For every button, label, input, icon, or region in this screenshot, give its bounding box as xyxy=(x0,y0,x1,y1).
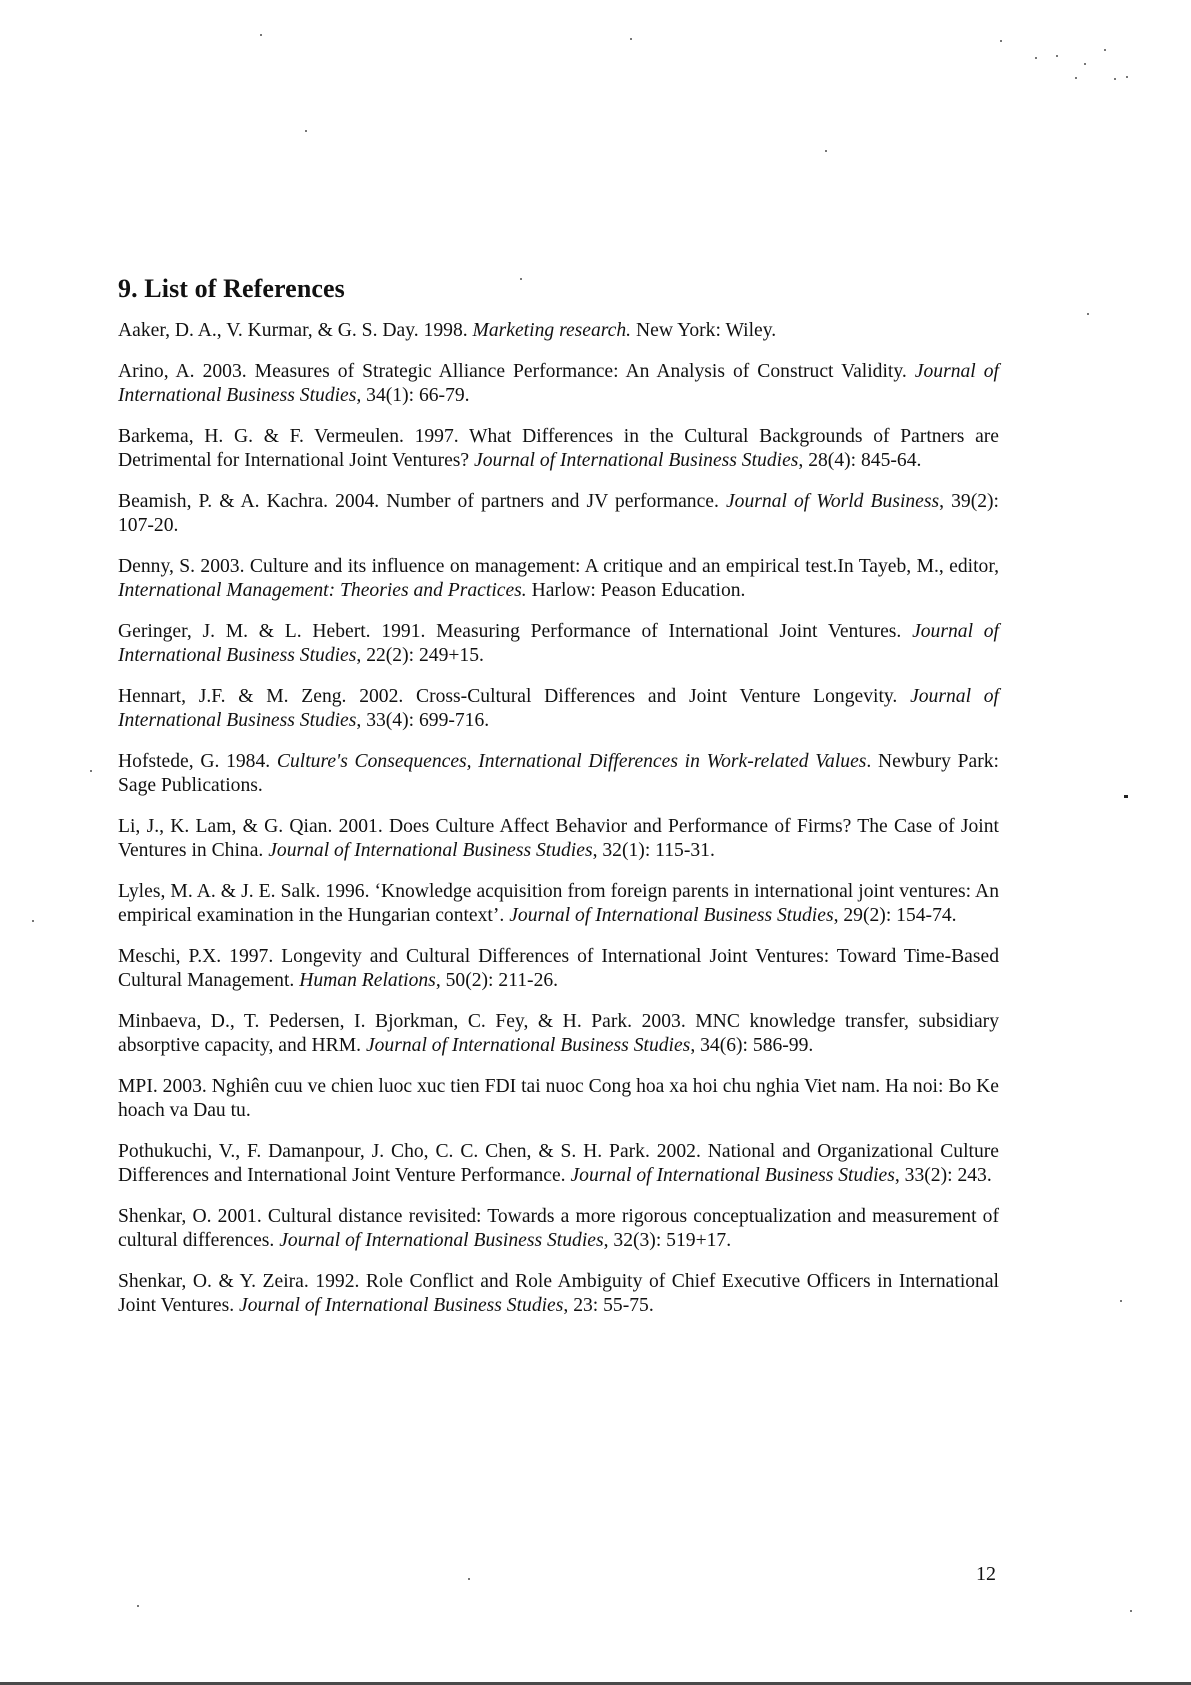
reference-text: Geringer, J. M. & L. Hebert. 1991. Measuring Performance of International Joint Ventures. xyxy=(118,621,913,642)
reference-text: Li, J., K. Lam, & G. Qian. 2001. Does Culture Affect Behavior and Performance of Firms? The Case of Joint Ventures in China. xyxy=(118,816,999,861)
reference-entry xyxy=(118,1075,999,1123)
scan-speck xyxy=(32,920,34,922)
reference-title-italic: Journal of International Business Studies xyxy=(570,1165,895,1186)
reference-text-tail: . Newbury Park: Sage Publications. xyxy=(118,751,999,796)
reference-entry xyxy=(118,555,999,603)
reference-entry xyxy=(118,1010,999,1058)
scan-speck xyxy=(1056,55,1058,57)
reference-title-italic: Journal of International Business Studies xyxy=(118,686,1000,731)
reference-text: Arino, A. 2003. Measures of Strategic Alliance Performance: An Analysis of Construct Validity. xyxy=(118,361,915,382)
reference-list xyxy=(118,319,999,1318)
reference-title-italic: Journal of International Business Studies xyxy=(509,905,834,926)
page-number: 12 xyxy=(976,1563,996,1585)
reference-entry xyxy=(118,490,999,538)
reference-entry xyxy=(118,425,999,473)
reference-title-italic: Journal of International Business Studies xyxy=(239,1295,564,1316)
reference-text-tail: , 22(2): 249+15. xyxy=(356,645,484,666)
scan-speck xyxy=(630,38,632,40)
scan-speck xyxy=(1000,40,1002,42)
scan-speck xyxy=(137,1605,139,1607)
reference-entry xyxy=(118,815,999,863)
reference-text: Hofstede, G. 1984. xyxy=(118,751,277,772)
reference-text-tail: New York: Wiley. xyxy=(631,320,777,341)
reference-entry xyxy=(118,1140,999,1188)
reference-text: Hennart, J.F. & M. Zeng. 2002. Cross-Cultural Differences and Joint Venture Longevity. xyxy=(118,686,911,707)
scan-speck xyxy=(468,1578,470,1580)
reference-title-italic: Journal of International Business Studies, xyxy=(118,361,999,406)
reference-title-italic: Journal of International Business Studies xyxy=(118,621,999,666)
reference-text: MPI. 2003. Nghiên cuu ve chien luoc xuc tien FDI tai nuoc Cong hoa xa hoi chu nghia Viet nam. Ha noi: Bo Ke hoach va Dau tu. xyxy=(118,1076,999,1121)
reference-text-tail: , 50(2): 211-26. xyxy=(435,970,559,991)
scan-speck xyxy=(260,34,262,36)
scan-speck xyxy=(1114,78,1116,80)
reference-entry xyxy=(118,319,999,343)
section-heading: 9. List of References xyxy=(118,274,345,303)
reference-text: Lyles, M. A. & J. E. Salk. 1996. ‘Knowledge acquisition from foreign parents in international joint ventures: An empirical examination in the Hungarian context’. xyxy=(118,881,999,926)
reference-entry xyxy=(118,1205,999,1253)
reference-text-tail: , 34(6): 586-99. xyxy=(690,1035,814,1056)
scan-speck xyxy=(825,150,827,152)
reference-text-tail: , 23: 55-75. xyxy=(563,1295,654,1316)
scan-speck xyxy=(1035,57,1037,59)
scan-speck xyxy=(1104,49,1106,51)
reference-text-tail: , 28(4): 845-64. xyxy=(798,450,922,471)
reference-entry xyxy=(118,1270,999,1318)
scan-speck xyxy=(1126,76,1128,78)
scan-speck xyxy=(90,770,92,772)
reference-entry xyxy=(118,360,999,408)
reference-text: Shenkar, O. 2001. Cultural distance revisited: Towards a more rigorous conceptualization and measurement of cultural differences. xyxy=(118,1206,999,1251)
reference-title-italic: Journal of International Business Studies xyxy=(474,450,799,471)
references-section xyxy=(118,273,999,1335)
reference-text: Aaker, D. A., V. Kurmar, & G. S. Day. 1998. xyxy=(118,320,473,341)
scan-speck xyxy=(1120,1300,1122,1302)
scan-speck xyxy=(1124,795,1128,798)
reference-text-tail: , 33(4): 699-716. xyxy=(356,710,490,731)
reference-title-italic: Journal of International Business Studies xyxy=(365,1035,691,1056)
reference-title-italic: Journal of International Business Studies xyxy=(268,840,593,861)
reference-entry xyxy=(118,945,999,993)
scan-speck xyxy=(1075,77,1077,79)
reference-text-tail: , 29(2): 154-74. xyxy=(833,905,957,926)
reference-title-italic: Journal of International Business Studies xyxy=(279,1230,604,1251)
reference-entry xyxy=(118,685,999,733)
reference-text-tail: , 39(2): 107-20. xyxy=(118,491,999,536)
scan-speck xyxy=(305,130,307,132)
reference-text-tail: Harlow: Peason Education. xyxy=(526,580,746,601)
reference-text: Shenkar, O. & Y. Zeira. 1992. Role Conflict and Role Ambiguity of Chief Executive Officers in International Joint Ventures. xyxy=(118,1271,999,1316)
reference-text-tail: , 33(2): 243. xyxy=(894,1165,992,1186)
reference-title-italic: Marketing research. xyxy=(472,320,632,341)
reference-text-tail: , 32(3): 519+17. xyxy=(603,1230,732,1251)
reference-text: Beamish, P. & A. Kachra. 2004. Number of partners and JV performance. xyxy=(118,491,726,512)
reference-text: Minbaeva, D., T. Pedersen, I. Bjorkman, C. Fey, & H. Park. 2003. MNC knowledge transfer, subsidiary absorptive capacity, and HRM. xyxy=(118,1011,999,1056)
reference-text-tail: , 32(1): 115-31. xyxy=(592,840,715,861)
reference-entry xyxy=(118,750,999,798)
reference-text-tail: 34(1): 66-79. xyxy=(361,385,470,406)
reference-text: Meschi, P.X. 1997. Longevity and Cultural Differences of International Joint Ventures: Toward Time-Based Cultural Management. xyxy=(118,946,999,991)
reference-title-italic: Journal of World Business xyxy=(725,491,940,512)
scan-speck xyxy=(1130,1610,1132,1612)
reference-entry xyxy=(118,880,999,928)
scan-speck xyxy=(1084,63,1086,65)
reference-title-italic: Human Relations xyxy=(299,970,436,991)
reference-title-italic: Culture's Consequences, International Differences in Work-related Values xyxy=(276,751,867,772)
scan-speck xyxy=(1087,313,1089,315)
reference-title-italic: International Management: Theories and Practices. xyxy=(118,580,527,601)
reference-text: Denny, S. 2003. Culture and its influence on management: A critique and an empirical test.In Tayeb, M., editor, xyxy=(118,556,999,577)
reference-text: Barkema, H. G. & F. Vermeulen. 1997. What Differences in the Cultural Backgrounds of Partners are Detrimental for International Joint Ventures? xyxy=(118,426,999,471)
reference-text: Pothukuchi, V., F. Damanpour, J. Cho, C. C. Chen, & S. H. Park. 2002. National and Organizational Culture Differences and International Joint Venture Performance. xyxy=(118,1141,999,1186)
reference-entry xyxy=(118,620,999,668)
